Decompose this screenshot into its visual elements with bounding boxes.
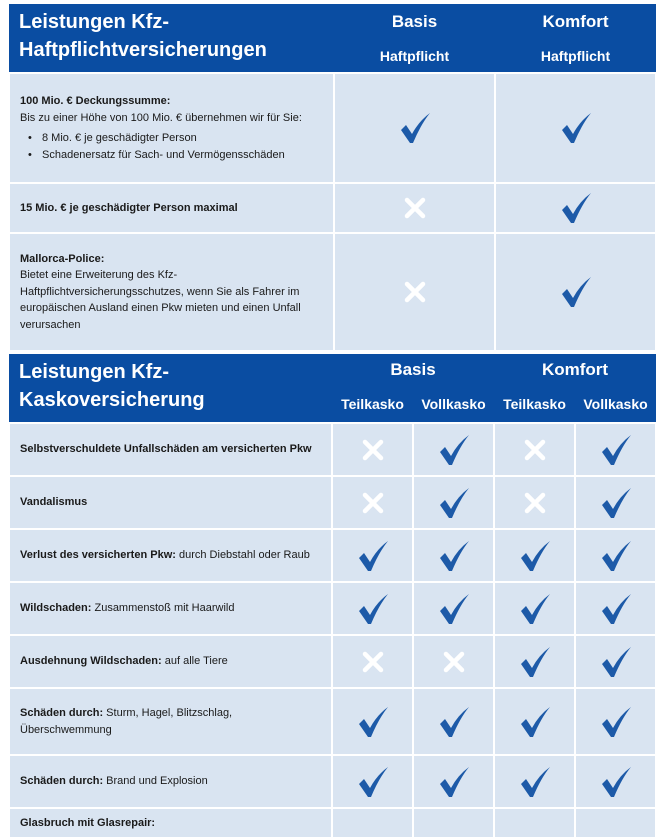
coverage-cell bbox=[332, 755, 413, 808]
coverage-cell bbox=[494, 582, 575, 635]
check-icon bbox=[598, 485, 634, 521]
bullet-item: • 8 Mio. € je geschädigter Person bbox=[34, 130, 323, 147]
coverage-cell bbox=[495, 233, 656, 351]
haftpflicht-title: Leistungen Kfz-Haftpflichtversicherungen bbox=[19, 11, 267, 61]
coverage-cell bbox=[494, 688, 575, 755]
row-description bbox=[9, 808, 332, 838]
haftpflicht-col-basis: Basis bbox=[391, 11, 438, 31]
cross-icon bbox=[404, 281, 426, 303]
row-title: Wildschaden: bbox=[20, 602, 92, 615]
check-icon bbox=[517, 644, 553, 680]
row-title: Schäden durch: bbox=[20, 775, 104, 788]
kasko-col-basis: Basis bbox=[390, 359, 436, 379]
cross-icon bbox=[362, 651, 384, 673]
coverage-cell bbox=[575, 808, 656, 838]
check-icon bbox=[517, 591, 553, 627]
row-text: auf alle Tiere bbox=[161, 655, 228, 668]
check-icon bbox=[517, 704, 553, 740]
row-description bbox=[9, 529, 332, 582]
haftpflicht-sub-komfort: Haftpflicht bbox=[540, 47, 611, 64]
table-row bbox=[9, 476, 656, 529]
check-icon bbox=[558, 110, 594, 146]
coverage-cell bbox=[413, 688, 494, 755]
check-icon bbox=[397, 110, 433, 146]
coverage-cell bbox=[494, 755, 575, 808]
haftpflicht-table bbox=[8, 4, 657, 352]
check-icon bbox=[355, 591, 391, 627]
row-title: Mallorca-Police: bbox=[20, 252, 105, 265]
table-row bbox=[9, 423, 656, 476]
coverage-cell bbox=[413, 755, 494, 808]
row-title: Verlust des versicherten Pkw: bbox=[20, 549, 176, 562]
check-icon bbox=[598, 432, 634, 468]
check-icon bbox=[517, 538, 553, 574]
coverage-cell bbox=[575, 635, 656, 688]
coverage-cell bbox=[575, 755, 656, 808]
check-icon bbox=[436, 591, 472, 627]
coverage-cell bbox=[332, 808, 413, 838]
check-icon bbox=[598, 644, 634, 680]
coverage-cell bbox=[334, 73, 495, 183]
row-text: durch Diebstahl oder Raub bbox=[175, 549, 310, 562]
coverage-cell bbox=[495, 73, 656, 183]
haftpflicht-sub-basis: Haftpflicht bbox=[379, 47, 450, 64]
row-title: Schäden durch: bbox=[20, 707, 104, 719]
check-icon bbox=[598, 764, 634, 800]
table-row bbox=[9, 582, 656, 635]
coverage-cell bbox=[413, 635, 494, 688]
row-text: Zusammenstoß mit Haarwild bbox=[91, 602, 235, 615]
check-icon bbox=[355, 538, 391, 574]
cross-icon bbox=[443, 651, 465, 673]
check-icon bbox=[558, 274, 594, 310]
cross-icon bbox=[362, 439, 384, 461]
coverage-cell bbox=[332, 423, 413, 476]
coverage-cell bbox=[334, 233, 495, 351]
row-description bbox=[9, 73, 334, 183]
table-row bbox=[9, 635, 656, 688]
row-title: Selbstverschuldete Unfallschäden am versicherten Pkw bbox=[20, 443, 312, 456]
coverage-cell bbox=[494, 808, 575, 838]
check-icon bbox=[436, 764, 472, 800]
table-row bbox=[9, 183, 656, 233]
kasko-sub-komfort-vollkasko: Vollkasko bbox=[583, 395, 648, 412]
row-description bbox=[9, 755, 332, 808]
coverage-cell bbox=[494, 423, 575, 476]
cross-icon bbox=[362, 492, 384, 514]
row-description bbox=[9, 582, 332, 635]
coverage-cell bbox=[332, 582, 413, 635]
coverage-cell bbox=[575, 582, 656, 635]
table-row bbox=[9, 233, 656, 351]
kasko-sub-komfort-teilkasko: Teilkasko bbox=[503, 395, 566, 412]
row-description bbox=[9, 635, 332, 688]
coverage-cell bbox=[575, 529, 656, 582]
bullet-item: • Schadenersatz für Sach- und Vermögensschäden bbox=[34, 147, 323, 164]
coverage-cell bbox=[413, 529, 494, 582]
row-text: Bietet eine Erweiterung des Kfz-Haftpflichtversicherungsschutzes, wenn Sie als Fahrer im europäischen Ausland einen Pkw mieten und einen Unfall verursachen bbox=[20, 269, 301, 331]
check-icon bbox=[436, 485, 472, 521]
row-text: Brand und Explosion bbox=[103, 775, 208, 788]
coverage-cell bbox=[413, 582, 494, 635]
check-icon bbox=[355, 704, 391, 740]
cross-icon bbox=[404, 197, 426, 219]
coverage-cell bbox=[413, 808, 494, 838]
check-icon bbox=[558, 190, 594, 226]
check-icon bbox=[355, 764, 391, 800]
coverage-cell bbox=[494, 529, 575, 582]
coverage-cell bbox=[332, 476, 413, 529]
row-description bbox=[9, 423, 332, 476]
coverage-cell bbox=[575, 688, 656, 755]
kasko-title: Leistungen Kfz-Kaskoversicherung bbox=[19, 361, 205, 411]
kasko-header-row bbox=[9, 354, 656, 386]
row-description bbox=[9, 688, 332, 755]
coverage-cell bbox=[334, 183, 495, 233]
table-row bbox=[9, 529, 656, 582]
coverage-cell bbox=[332, 529, 413, 582]
haftpflicht-header-row bbox=[9, 4, 656, 39]
row-text: Bis zu einer Höhe von 100 Mio. € übernehmen wir für Sie: bbox=[20, 111, 302, 124]
kasko-sub-basis-vollkasko: Vollkasko bbox=[421, 395, 486, 412]
check-icon bbox=[598, 591, 634, 627]
table-row bbox=[9, 73, 656, 183]
coverage-cell bbox=[413, 423, 494, 476]
coverage-cell bbox=[494, 476, 575, 529]
check-icon bbox=[436, 538, 472, 574]
haftpflicht-col-komfort: Komfort bbox=[542, 11, 609, 31]
coverage-cell bbox=[495, 183, 656, 233]
row-text: Sturm, Hagel, Blitzschlag, Überschwemmung bbox=[20, 707, 233, 736]
check-icon bbox=[436, 432, 472, 468]
row-description bbox=[9, 183, 334, 233]
table-row bbox=[9, 688, 656, 755]
table-row bbox=[9, 808, 656, 838]
row-title: Ausdehnung Wildschaden: bbox=[20, 655, 162, 668]
row-title: Vandalismus bbox=[20, 496, 88, 509]
coverage-cell bbox=[332, 635, 413, 688]
cross-icon bbox=[524, 439, 546, 461]
row-description bbox=[9, 233, 334, 351]
row-description bbox=[9, 476, 332, 529]
check-icon bbox=[598, 704, 634, 740]
cross-icon bbox=[524, 492, 546, 514]
row-title: Glasbruch mit Glasrepair: bbox=[20, 816, 156, 829]
coverage-cell bbox=[575, 423, 656, 476]
coverage-cell bbox=[494, 635, 575, 688]
kasko-col-komfort: Komfort bbox=[541, 359, 609, 379]
coverage-cell bbox=[575, 476, 656, 529]
row-title: 100 Mio. € Deckungssumme: bbox=[20, 95, 171, 107]
check-icon bbox=[436, 704, 472, 740]
check-icon bbox=[598, 538, 634, 574]
kasko-sub-basis-teilkasko: Teilkasko bbox=[341, 395, 404, 412]
coverage-cell bbox=[332, 688, 413, 755]
kasko-table bbox=[8, 354, 657, 839]
check-icon bbox=[517, 764, 553, 800]
bullet-list bbox=[20, 130, 323, 163]
coverage-cell bbox=[413, 476, 494, 529]
table-row bbox=[9, 755, 656, 808]
row-title: 15 Mio. € je geschädigter Person maximal bbox=[20, 201, 238, 214]
